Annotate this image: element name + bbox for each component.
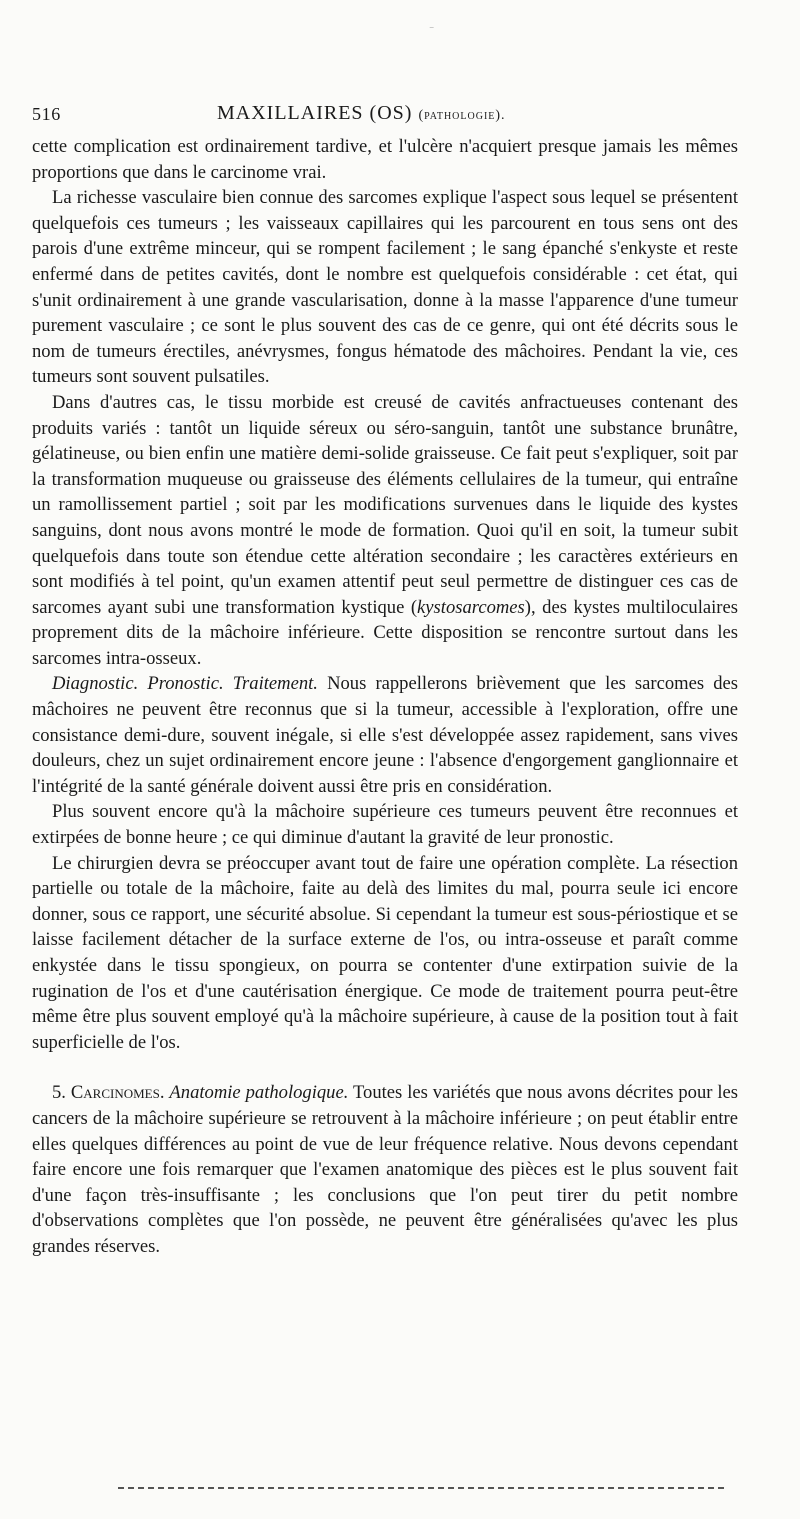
- paragraph-cysts-text-b: ), des kystes multiloculaires proprement dits de la mâchoire inférieure. Cette disposition se rencontre surtout dans les sarcomes intra-osseux.: [32, 596, 738, 669]
- paragraph-prognosis: Plus souvent encore qu'à la mâchoire supérieure ces tumeurs peuvent être reconnues et extirpées de bonne heure ; ce qui diminue d'autant la gravité de leur pronostic.: [32, 801, 738, 849]
- section-heading: Carcinomes.: [70, 1082, 165, 1104]
- section-carcinomes: [32, 1080, 738, 1259]
- paragraph-diagnostic-text: Nous rappellerons brièvement que les sarcomes des mâchoires ne peuvent être reconnus que si la tumeur, accessible à l'exploration, offre une consistance demi-dure, souvent inégale, si elle s'est développée assez rapidement, sans vives douleurs, chez un sujet ordinairement encore jeune : l'absence d'engorgement ganglionnaire et l'intégrité de la santé générale doivent aussi être pris en considération.: [32, 673, 738, 797]
- running-title-main: MAXILLAIRES (OS): [217, 102, 419, 124]
- running-head: [32, 98, 738, 134]
- subheading-anatomie: Anatomie pathologique.: [169, 1082, 349, 1104]
- paragraph-diagnostic: [32, 671, 738, 799]
- subheading-diagnostic: Diagnostic. Pronostic. Traitement.: [52, 673, 318, 695]
- section-number: 5.: [52, 1082, 71, 1104]
- paragraph-cysts-text-a: Dans d'autres cas, le tissu morbide est creusé de cavités anfractueuses contenant des produits variés : tantôt un liquide séreux ou séro-sanguin, tantôt une substance brunâtre, gélatineuse, ou bien enfin une matière demi-solide graisseuse. Ce fait peut s'expliquer, soit par la transformation muqueuse ou graisseuse des éléments cellulaires de la tumeur, qui entraîne un ramollissement partiel ; soit par les modifications survenues dans le liquide des kystes sanguins, dont nous avons montré le mode de formation. Quoi qu'il en soit, la tumeur subit quelquefois dans toute son étendue cette altération secondaire ; les caractères extérieurs en sont modifiés à tel point, qu'un examen attentif peut seul permettre de distinguer ces cas de sarcomes ayant subi une transformation kystique (: [32, 391, 738, 618]
- running-title-subtitle: (pathologie).: [418, 108, 506, 123]
- footer-rule: [118, 1487, 724, 1489]
- scan-mark: ‾: [430, 28, 434, 39]
- book-page: [32, 98, 738, 1260]
- paragraph-treatment: Le chirurgien devra se préoccuper avant tout de faire une opération complète. La résection partielle ou totale de la mâchoire, faite au delà des limites du mal, pourra seule ici encore donner, sous ce rapport, une sécurité absolue. Si cependant la tumeur est sous-périostique et se laisse facilement détacher de la surface externe de l'os, ou intra-osseuse et paraît comme enkystée dans le tissu spongieux, on pourra se contenter d'une extirpation suivie de la rugination de l'os et d'une cautérisation énergique. Ce mode de traitement pourra peut-être même être plus souvent employé qu'à la mâchoire supérieure, à cause de la position tout à fait superficielle de l'os.: [32, 852, 738, 1053]
- paragraph-continuation: cette complication est ordinairement tardive, et l'ulcère n'acquiert presque jamais les mêmes proportions que dans le carcinome vrai.: [32, 136, 738, 183]
- paragraph-vascular: La richesse vasculaire bien connue des sarcomes explique l'aspect sous lequel se présentent quelquefois ces tumeurs ; les vaisseaux capillaires qui les parcourent en tous sens ont des parois d'une extrême minceur, qui se rompent facilement ; le sang épanché s'enkyste et reste enfermé dans de petites cavités, dont le nombre est quelquefois considérable : cet état, qui s'unit ordinairement à une grande vascularisation, donne à la masse l'apparence d'une tumeur purement vasculaire ; ce sont le plus souvent des cas de ce genre, qui ont été décrits sous le nom de tumeurs érectiles, anévrysmes, fongus hématode des mâchoires. Pendant la vie, ces tumeurs sont souvent pulsatiles.: [32, 187, 738, 388]
- running-title: [217, 102, 506, 125]
- term-kystosarcomes: kystosarcomes: [417, 596, 525, 618]
- body-text: [32, 134, 738, 1260]
- paragraph-cysts: [32, 390, 738, 672]
- section-carcinomes-text: Toutes les variétés que nous avons décrites pour les cancers de la mâchoire supérieure se retrouvent à la mâchoire inférieure ; on peut établir entre elles quelques différences au point de vue de leur fréquence relative. Nous devons cependant faire encore une fois remarquer que l'examen anatomique des pièces est le plus souvent fait d'une façon très-insuffisante ; les conclusions que l'on peut tirer du petit nombre d'observations complètes que l'on possède, ne peuvent être généralisées qu'avec les plus grandes réserves.: [32, 1082, 739, 1257]
- page-number: 516: [32, 104, 61, 124]
